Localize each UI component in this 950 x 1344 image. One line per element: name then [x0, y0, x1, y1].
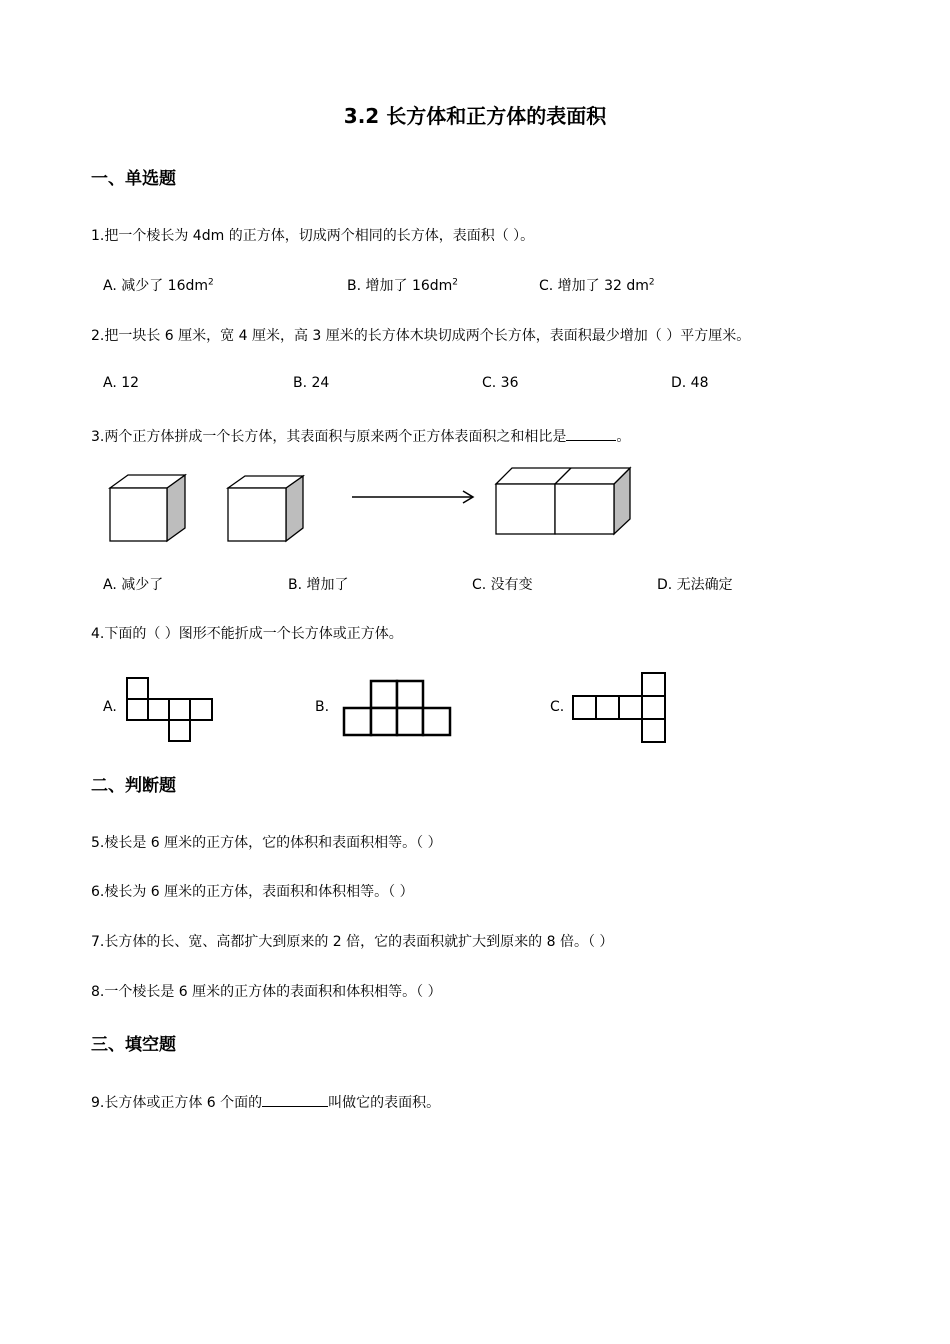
net-a: [127, 678, 212, 741]
q2-option-b: B. 24: [293, 375, 330, 391]
q3-option-a: A. 减少了: [103, 577, 164, 593]
q9-answer-blank[interactable]: [262, 1091, 328, 1107]
question-9: 9.长方体或正方体 6 个面的 叫做它的表面积。: [91, 1091, 440, 1112]
q1-option-a: A. 减少了 $16dm^2$: [103, 277, 214, 294]
section-fill-blank: 三、填空题: [91, 1035, 176, 1055]
net-b: [344, 681, 450, 735]
question-1: 1.把一个棱长为 4dm 的正方体，切成两个相同的长方体，表面积（ ）。: [91, 228, 535, 244]
net-c: [573, 673, 665, 742]
q2-option-c: C. 36: [482, 375, 519, 391]
q4-label-a: A.: [103, 699, 117, 715]
q1-option-c: C. 增加了 32 $dm^2$: [539, 277, 655, 294]
question-3: 3.两个正方体拼成一个长方体，其表面积与原来两个正方体表面积之和相比是 。: [91, 425, 630, 446]
page-title: 3.2 长方体和正方体的表面积: [343, 104, 607, 128]
section-single-choice: 一、单选题: [91, 169, 176, 189]
q2-option-a: A. 12: [103, 375, 140, 391]
q2-option-d: D. 48: [671, 375, 709, 391]
question-8: 8.一个棱长是 6 厘米的正方体的表面积和体积相等。（ ）: [91, 984, 442, 1000]
question-5: 5.棱长是 6 厘米的正方体，它的体积和表面积相等。（ ）: [91, 835, 442, 851]
q4-label-c: C.: [550, 699, 565, 715]
q3-option-c: C. 没有变: [472, 577, 533, 593]
q3-option-b: B. 增加了: [288, 577, 349, 593]
q3-option-d: D. 无法确定: [657, 577, 733, 593]
section-judgment: 二、判断题: [91, 776, 176, 796]
question-7: 7.长方体的长、宽、高都扩大到原来的 2 倍，它的表面积就扩大到原来的 8 倍。（ ）: [91, 934, 614, 950]
q1-option-b: B. 增加了 $16dm^2$: [347, 277, 459, 294]
question-6: 6.棱长为 6 厘米的正方体，表面积和体积相等。（ ）: [91, 884, 414, 900]
question-2: 2.把一块长 6 厘米，宽 4 厘米，高 3 厘米的长方体木块切成两个长方体，表面积最少增加（ ）平方厘米。: [91, 328, 751, 344]
question-4: 4.下面的（ ）图形不能折成一个长方体或正方体。: [91, 626, 403, 642]
q4-label-b: B.: [315, 699, 330, 715]
